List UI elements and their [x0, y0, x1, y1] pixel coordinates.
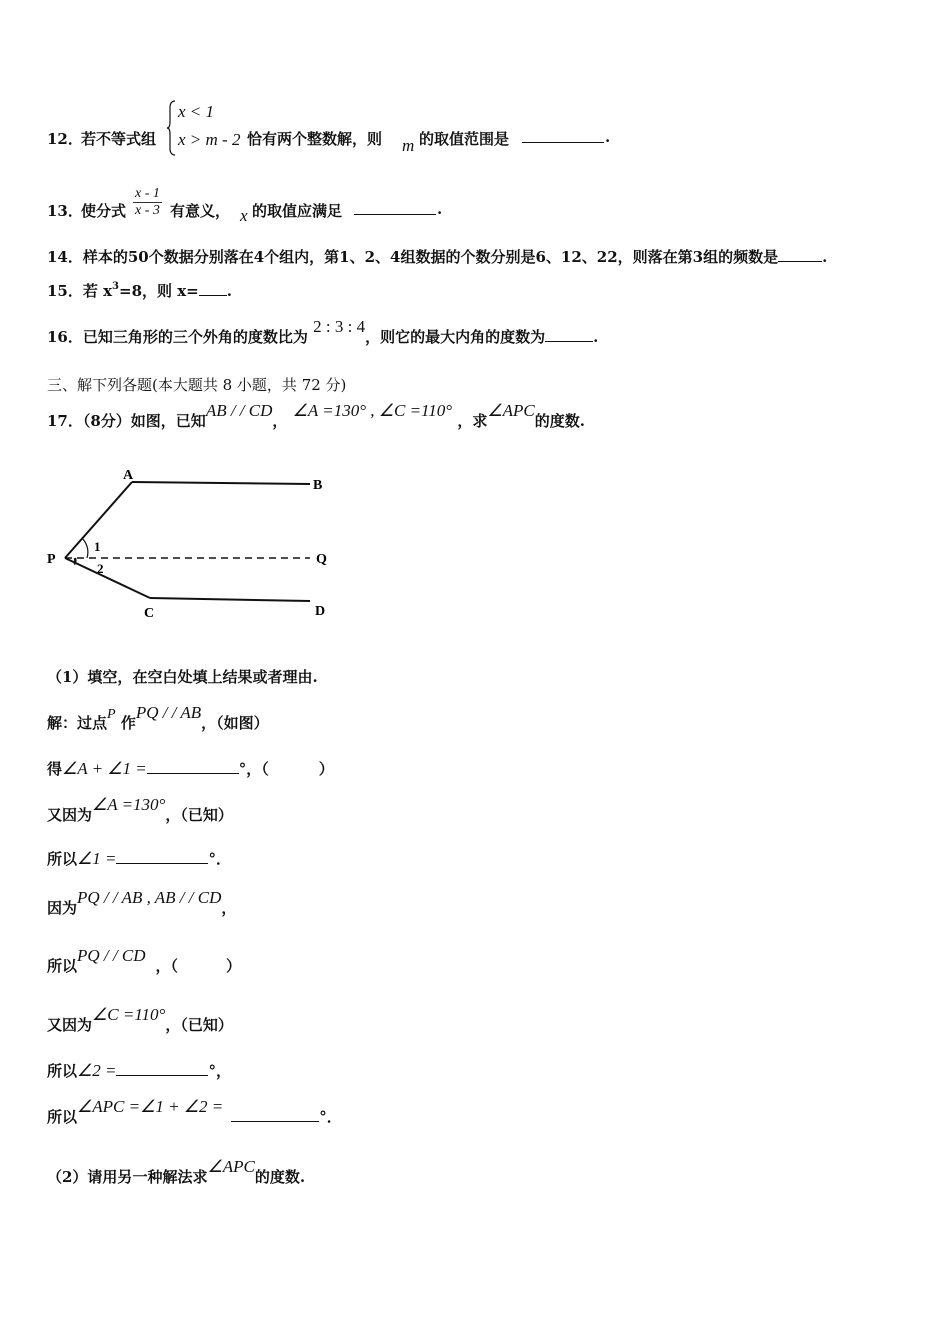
sol-l2-post: °，（ [238, 760, 269, 778]
q17-given-parallel: AB / / CD [205, 401, 273, 420]
label-A: A [123, 468, 134, 483]
sol-l9-answer-blank[interactable] [231, 1107, 319, 1122]
q17-prefix: 17．（8分）如图，已知 [47, 412, 206, 430]
q12-answer-blank[interactable] [522, 128, 604, 143]
sol-l4-math: ∠1 = [77, 849, 117, 868]
solution-line-9 [47, 1097, 342, 1127]
q17-comma: ， [272, 412, 288, 430]
sol-l7-post: ，（已知） [165, 1016, 233, 1034]
sol-l3-post: ，（已知） [165, 806, 233, 824]
q15-answer-blank[interactable] [199, 281, 227, 296]
q13-answer-blank[interactable] [354, 200, 436, 215]
q12-middle: 恰有两个整数解，则 [247, 130, 383, 148]
q12-inequality-2: x > m - 2 [178, 130, 241, 149]
sol-l6-pre: 所以 [47, 957, 78, 975]
sol-l8-answer-blank[interactable] [116, 1061, 208, 1076]
q14-text: 14．样本的50个数据分别落在4个组内，第1、2、4组数据的个数分别是6、12、22，则落在第3组的频数是 [47, 248, 779, 266]
segment-CD [150, 598, 310, 601]
sol-l4-answer-blank[interactable] [116, 849, 208, 864]
part-2-question [47, 1157, 306, 1187]
q17-post: 的度数. [534, 412, 585, 430]
label-P: P [47, 552, 56, 567]
q13-var-x: x [240, 206, 248, 225]
sol-l1-math: PQ / / AB [135, 703, 202, 722]
sol-l9-post: °． [319, 1108, 342, 1126]
q14-answer-blank[interactable] [778, 247, 822, 262]
sol-l8-math: ∠2 = [77, 1061, 117, 1080]
q13-end: . [437, 200, 443, 218]
angle-arc-1 [83, 539, 88, 558]
q12-post: 的取值范围是 [419, 130, 510, 148]
q13-middle: 有意义， [170, 202, 231, 220]
q12-brace [167, 100, 177, 156]
solution-line-8 [47, 1060, 231, 1081]
sol-l3-pre: 又因为 [47, 806, 93, 824]
sol-l8-post: °， [208, 1062, 231, 1080]
sol-l6-math: PQ / / CD [77, 946, 146, 965]
q12-number: 12． [47, 130, 83, 148]
solution-line-6 [47, 946, 242, 976]
angle-arc-2 [74, 558, 75, 564]
q13-number: 13． [47, 202, 83, 220]
q16-post: ，则它的最大内角的度数为 [365, 328, 546, 346]
sol-l5-post: ， [221, 899, 237, 917]
question-14 [47, 246, 827, 267]
solution-line-7 [47, 1005, 233, 1035]
q15-prefix: 15．若 x [47, 282, 113, 300]
q12-inequality-1: x < 1 [178, 102, 215, 121]
q15-end: . [226, 282, 232, 300]
q17-middle: ，求 [457, 412, 488, 430]
q13-fraction-denominator: x - 3 [135, 203, 160, 218]
label-D: D [315, 604, 326, 619]
q13-prefix: 使分式 [81, 202, 127, 220]
q16-ratio: 2 : 3 : 4 [313, 317, 366, 336]
part2-post: 的度数. [254, 1168, 306, 1186]
q12-var-m: m [402, 136, 415, 155]
q16-answer-blank[interactable] [545, 327, 593, 342]
q12-end: . [605, 128, 611, 146]
sol-l1-pre: 解：过点 [47, 714, 108, 732]
part-1-instruction: （1）填空，在空白处填上结果或者理由. [47, 668, 318, 686]
solution-line-4 [47, 848, 231, 869]
sol-l7-pre: 又因为 [47, 1016, 93, 1034]
section-3-heading: 三、解下列各题(本大题共 8 小题，共 72 分) [47, 376, 347, 394]
sol-l2-close: ） [318, 760, 334, 778]
sol-l3-math: ∠A =130° [92, 795, 166, 814]
q13-post: 的取值应满足 [252, 202, 343, 220]
label-B: B [313, 478, 323, 493]
segment-PC [65, 558, 150, 598]
sol-l6-post: ，（ [155, 957, 179, 975]
sol-l4-pre: 所以 [47, 850, 78, 868]
sol-l8-pre: 所以 [47, 1062, 78, 1080]
sol-l9-math: ∠APC =∠1 + ∠2 = [77, 1097, 224, 1116]
q14-end: . [822, 248, 828, 266]
sol-l5-math: PQ / / AB , AB / / CD [77, 888, 222, 907]
sol-l9-pre: 所以 [47, 1108, 78, 1126]
sol-l1-mid: 作 [120, 714, 136, 732]
q13-fraction-numerator: x - 1 [135, 186, 160, 201]
q17-given-angles: ∠A =130° , ∠C =110° [292, 401, 453, 420]
sol-l4-post: °． [208, 850, 231, 868]
solution-line-2 [47, 758, 334, 779]
label-angle-2: 2 [97, 561, 104, 576]
question-16 [47, 317, 599, 347]
sol-l1-point-P: P [107, 707, 116, 722]
geometry-figure [40, 460, 350, 625]
solution-line-5 [47, 888, 237, 918]
sol-l7-math: ∠C =110° [92, 1005, 166, 1024]
part2-pre: （2）请用另一种解法求 [47, 1168, 208, 1186]
q17-target-angle: ∠APC [487, 401, 535, 420]
sol-l2-math: ∠A + ∠1 = [62, 759, 147, 778]
sol-l1-post: ，（如图） [201, 714, 269, 732]
question-17 [47, 401, 585, 431]
q16-end: . [593, 328, 599, 346]
sol-l6-close: ） [226, 957, 242, 975]
solution-line-1 [47, 703, 269, 733]
label-Q: Q [316, 552, 327, 567]
sol-l5-pre: 因为 [47, 899, 78, 917]
q15-post: =8，则 x= [119, 282, 199, 300]
segment-AB [132, 482, 310, 484]
sol-l2-pre: 得 [47, 760, 63, 778]
q16-prefix: 16．已知三角形的三个外角的度数比为 [47, 328, 308, 346]
question-15 [47, 280, 232, 301]
sol-l2-answer-blank[interactable] [147, 759, 239, 774]
label-angle-1: 1 [94, 539, 101, 554]
q12-prefix: 若不等式组 [81, 130, 157, 148]
q13-fraction [133, 186, 162, 219]
q15-exponent: 3 [112, 281, 120, 292]
solution-line-3 [47, 795, 233, 825]
label-C: C [144, 606, 155, 621]
part2-target-angle: ∠APC [207, 1157, 255, 1176]
